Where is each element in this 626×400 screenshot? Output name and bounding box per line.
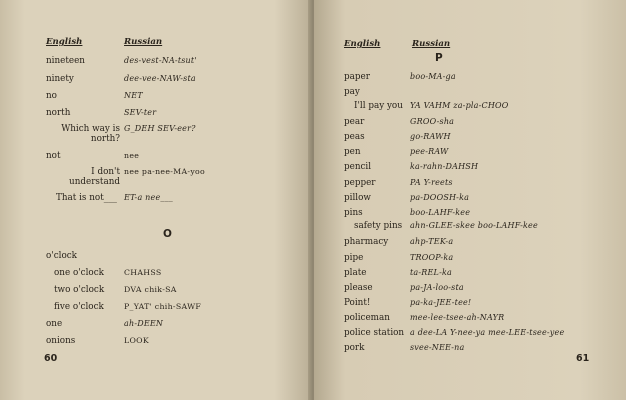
entry-english: two o'clock	[54, 285, 105, 295]
entry-english: one o'clock	[54, 268, 104, 278]
right-page	[314, 0, 626, 400]
entry-russian: ah-DEEN	[124, 319, 164, 328]
entry-russian: nee pa-nee-MA-yoo	[124, 167, 206, 176]
entry-english: no	[46, 91, 57, 101]
entry-russian: boo-LAHF-kee	[410, 208, 471, 217]
entry-russian: G_DEH SEV-eer?	[124, 124, 196, 133]
section-letter: O	[163, 228, 172, 240]
entry-russian: NET	[124, 91, 143, 100]
header-russian: Russian	[412, 39, 451, 49]
entry-russian: boo-MA-ga	[410, 72, 456, 81]
entry-english: pillow	[344, 193, 371, 203]
entry-russian: ahp-TEK-a	[410, 237, 454, 246]
entry-russian: ta-REL-ka	[410, 268, 452, 277]
entry-english: one	[46, 319, 63, 329]
entry-english: pepper	[344, 178, 376, 188]
entry-english: ninety	[46, 74, 74, 84]
entry-english: o'clock	[46, 251, 78, 261]
header-english: English	[46, 37, 83, 47]
page-number: 61	[576, 353, 590, 364]
entry-english: five o'clock	[54, 302, 104, 312]
entry-english: pen	[344, 147, 361, 157]
entry-russian: go-RAWH	[410, 132, 451, 141]
entry-english: pay	[344, 87, 360, 97]
entry-russian: ka-rahn-DAHSH	[410, 162, 479, 171]
entry-english: peas	[344, 132, 365, 142]
entry-english: Point!	[344, 298, 371, 308]
entry-english: pins	[344, 208, 363, 218]
entry-russian: CHAHSS	[124, 268, 162, 277]
entry-russian: ET-a nee___	[124, 193, 173, 202]
entry-russian: PA Y-reets	[410, 178, 453, 187]
entry-russian: nee	[124, 151, 140, 160]
entry-english: Which way is north?	[61, 124, 120, 144]
entry-russian: P_YAT' chih-SAWF	[124, 302, 202, 311]
entry-russian: SEV-ter	[124, 108, 157, 117]
entry-russian: dee-vee-NAW-sta	[124, 74, 196, 83]
entry-english: pork	[344, 343, 365, 353]
entry-english: onions	[46, 336, 76, 346]
left-page	[0, 0, 312, 400]
entry-russian: pa-DOOSH-ka	[410, 193, 470, 202]
entry-russian: ahn-GLEE-skee boo-LAHF-kee	[410, 221, 538, 230]
entry-russian: LOOK	[124, 336, 149, 345]
entry-english: please	[344, 283, 373, 293]
entry-english: pipe	[344, 253, 364, 263]
section-letter: P	[435, 52, 443, 64]
entry-russian: des-vest-NA-tsut'	[124, 56, 197, 65]
entry-english: not	[46, 151, 61, 161]
entry-english: pharmacy	[344, 237, 389, 247]
entry-english: nineteen	[46, 56, 85, 66]
entry-russian: pa-ka-JEE-tee!	[410, 298, 472, 307]
entry-english: north	[46, 108, 71, 118]
page-number: 60	[44, 353, 58, 364]
entry-english: pear	[344, 117, 365, 127]
entry-english: I'll pay you	[354, 101, 403, 111]
entry-english: policeman	[344, 313, 390, 323]
entry-russian: svee-NEE-na	[410, 343, 465, 352]
entry-english: safety pins	[354, 221, 403, 231]
entry-russian: mee-lee-tsee-ah-NAYR	[410, 313, 505, 322]
entry-english: police station	[344, 328, 405, 338]
entry-russian: pee-RAW	[410, 147, 449, 156]
entry-english: That is not___	[56, 193, 117, 203]
header-english: English	[344, 39, 381, 49]
header-russian: Russian	[124, 37, 163, 47]
entry-russian: pa-JA-loo-sta	[410, 283, 464, 292]
entry-russian: DVA chik-SA	[124, 285, 177, 294]
entry-english: plate	[344, 268, 367, 278]
entry-russian: GROO-sha	[410, 117, 455, 126]
entry-english: pencil	[344, 162, 372, 172]
entry-english: paper	[344, 72, 370, 82]
entry-russian: YA VAHM za-pla-CHOO	[410, 101, 509, 110]
entry-english: I don't understand	[69, 167, 120, 187]
entry-russian: a dee-LA Y-nee-ya mee-LEE-tsee-yee	[410, 328, 565, 337]
entry-russian: TROOP-ka	[410, 253, 454, 262]
